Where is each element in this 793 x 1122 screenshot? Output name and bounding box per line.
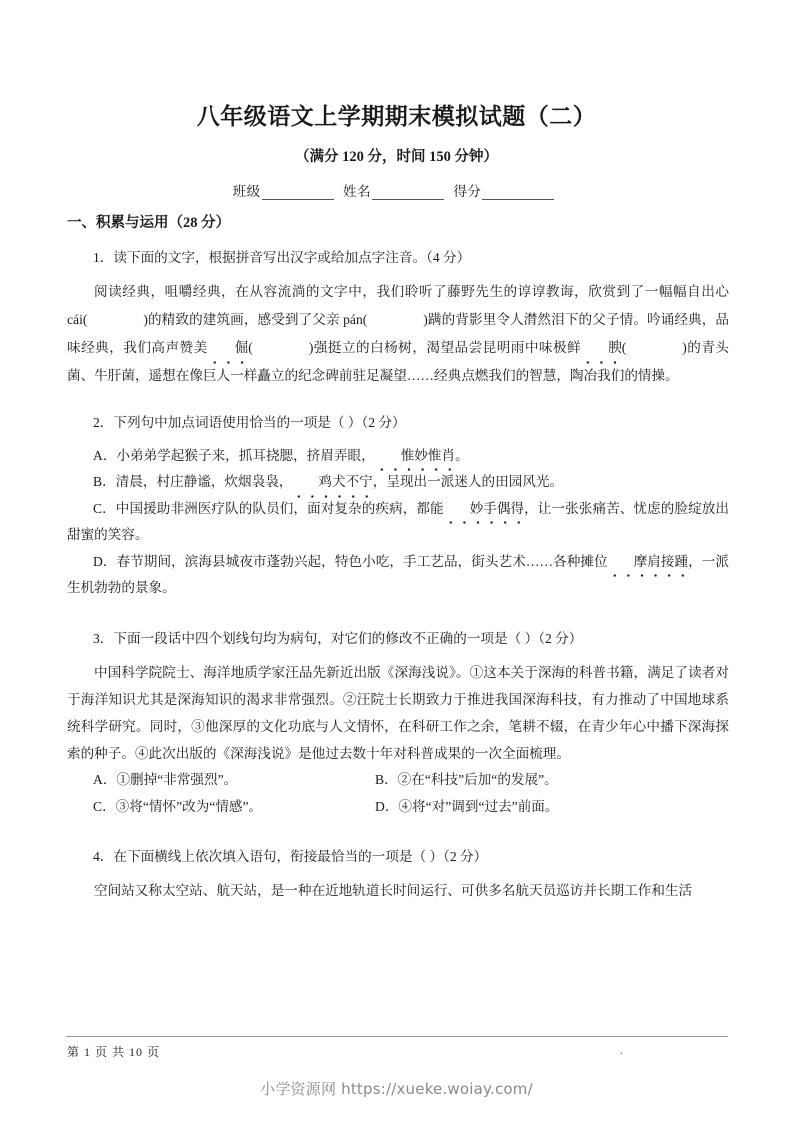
q1-text-part-4: ( [248, 339, 253, 355]
question-3-option-d[interactable]: D．④将“对”调到“过去”前面。 [375, 798, 559, 814]
q1-dotted-char-2: 腴 [581, 334, 622, 362]
q2-d-post: ，一派生机勃勃的景象。 [67, 553, 729, 596]
question-1-passage [67, 278, 729, 389]
q1-text-part-7: )的青头菌、牛肝菌，遥想在像巨人一样矗立的纪念碑前驻足凝望……经典点燃我们的智慧，陶冶我们的情操。 [67, 339, 730, 383]
footer-divider [66, 1036, 728, 1037]
exam-content [67, 212, 729, 905]
question-3-option-c[interactable]: C．③将“情怀”改为“情感”。 [93, 798, 263, 814]
q2-c-pre: C．中国援助非洲医疗队的队员们，面对复杂的疾病，都能 [93, 500, 444, 516]
exam-subtitle: （满分 120 分，时间 150 分钟） [295, 149, 498, 165]
q2-a-post: 。 [455, 447, 469, 463]
q1-text-part-3: )蹒的背影里令人潸然泪下的父子情。吟诵经典，品味经典，我们高声赞美 [67, 312, 729, 355]
q2-c-post: ，让一张张痛苦、忧虑的脸绽放出甜蜜的笑容。 [67, 500, 729, 543]
page-title: 八年级语文上学期期末模拟试题（二） [196, 104, 597, 129]
question-3-stem: 3．下面一段话中四个划线句均为病句，对它们的修改不正确的一项是（ ）（2 分） [93, 630, 583, 646]
q2-a-dotted: 惟妙惟肖 [375, 443, 455, 470]
question-2-option-d[interactable] [67, 549, 729, 602]
question-4-passage: 空间站又称太空站、航天站，是一种在近地轨道长时间运行、可供多名航天员巡访并长期工作和生活 [94, 883, 693, 899]
question-1-stem: 1．读下面的文字，根据拼音写出汉字或给加点字注音。（4 分） [93, 250, 471, 266]
q1-text-part-5: )强挺立的白杨树，渴望品尝昆明雨中味极鲜 [308, 339, 582, 355]
score-field-blank[interactable] [482, 186, 554, 200]
question-4-stem: 4．在下面横线上依次填入语句，衔接最恰当的一项是（ ）（2 分） [93, 849, 488, 865]
question-2-stem-text: 2．下列句中加点词语使用恰当的一项是（ ）（2 分） [93, 414, 406, 430]
question-2-stem [67, 412, 729, 434]
q2-a-pre: A．小弟弟学起猴子来，抓耳挠腮，挤眉弄眼， [93, 447, 375, 463]
question-2-option-a[interactable] [67, 443, 729, 470]
q2-b-post: ，呈现出一派迷人的田园风光。 [372, 474, 564, 490]
question-3-passage: 中国科学院院士、海洋地质学家汪品先新近出版《深海浅说》。①这本关于深海的科普书籍，满足了读者对于海洋知识尤其是深海知识的渴求非常强烈。②汪院士长期致力于推进我国深海科技，有力推动了中国地球系统科学研究。同时，③他深厚的文化功底与人文情怀，在科研工作之余，笔耕不辍，在青少年心中播下深海探索的种子。④此次出版的《深海浅说》是他过去数十年对科普成果的一次全面梳理。 [67, 664, 729, 762]
q1-text-part-6: ( [621, 339, 627, 355]
score-field-label: 得分 [453, 184, 482, 199]
question-2-option-b[interactable] [67, 469, 729, 496]
q2-d-dotted: 摩肩接踵 [608, 549, 688, 576]
question-3-options-row-2 [67, 794, 729, 821]
q1-text-part-1: 阅读经典，咀嚼经典，在从容流淌的文字中，我们聆听了藤野先生的谆谆教诲，欣赏到了一幅幅自出心 cái( [67, 284, 729, 328]
question-3-options-row-1 [67, 767, 729, 794]
q2-d-pre: D．春节期间，滨海县城夜市蓬勃兴起，特色小吃，手工艺品，街头艺术……各种摊位 [93, 553, 608, 569]
class-field-blank[interactable] [262, 186, 334, 200]
question-3-option-b[interactable]: B．②在“科技”后加“的发展”。 [375, 772, 558, 788]
class-field-label: 班级 [232, 184, 261, 199]
footer-page-number: 第 1 页 共 10 页 [67, 1045, 161, 1059]
name-field-label: 姓名 [343, 184, 371, 199]
site-watermark: 小学资源网 https://xueke.woiay.com/ [260, 1080, 533, 1098]
q1-text-part-2: )的精致的建筑画，感受到了父亲 pán( [143, 312, 368, 328]
question-3-option-a[interactable]: A．①删掉“非常强烈”。 [93, 772, 238, 788]
student-info-line [0, 180, 793, 200]
section-heading-one: 一、积累与运用（28 分） [67, 215, 231, 231]
name-field-blank[interactable] [372, 186, 444, 200]
q2-b-dotted: 鸡犬不宁 [292, 469, 372, 496]
question-2-option-c[interactable] [67, 496, 729, 549]
q2-b-pre: B．清晨，村庄静谧，炊烟袅袅， [93, 474, 293, 490]
footer-right-mark: . [620, 1043, 623, 1057]
q1-dotted-char-1: 倔 [208, 334, 249, 362]
q2-c-dotted: 妙手偶得 [444, 496, 524, 523]
